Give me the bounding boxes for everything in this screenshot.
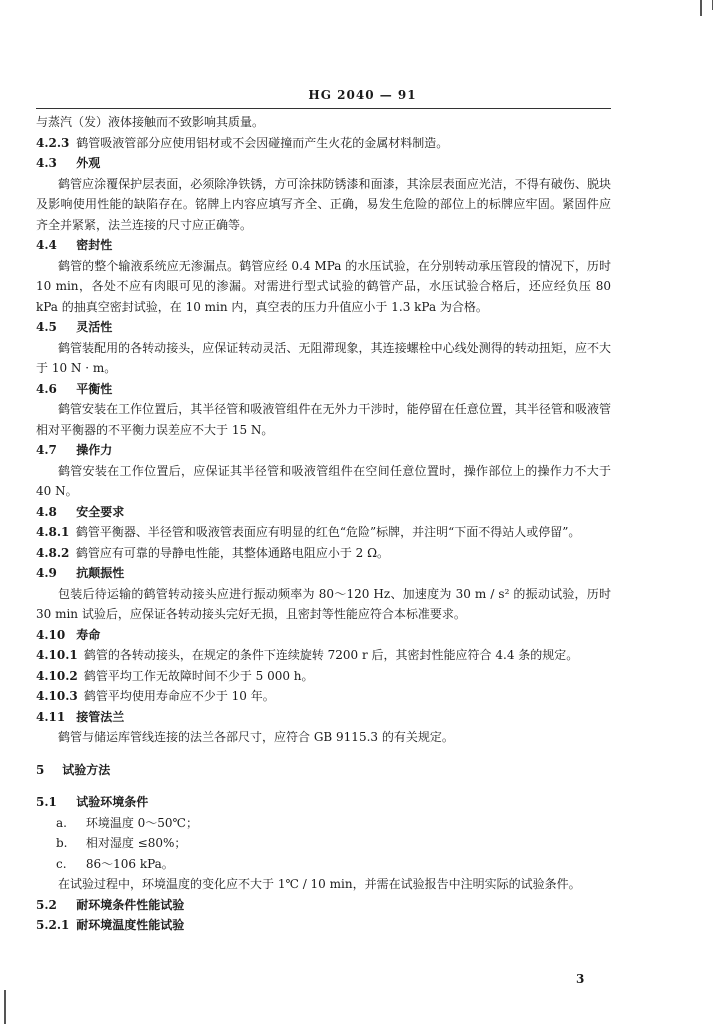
section-heading-4-5 xyxy=(36,317,611,338)
section-title: 耐环境条件性能试验 xyxy=(76,897,185,912)
standard-code-header: HG 2040 — 91 xyxy=(308,88,417,102)
section-heading-4-8 xyxy=(36,502,611,523)
list-text: 相对湿度 ≤80%； xyxy=(85,836,187,850)
list-text: 86～106 kPa。 xyxy=(85,856,174,871)
chapter-heading-5 xyxy=(36,760,611,781)
clause-4-8-2 xyxy=(36,543,611,564)
clause-text: 鹤管应有可靠的导静电性能，其整体通路电阻应小于 2 Ω。 xyxy=(75,545,390,560)
section-title: 耐环境温度性能试验 xyxy=(76,918,185,932)
list-item-b xyxy=(36,833,611,854)
scan-edge-mark xyxy=(712,0,713,10)
section-title: 外观 xyxy=(76,156,101,170)
clause-number: 4.2.3 xyxy=(36,135,70,150)
section-title: 抗颠振性 xyxy=(76,566,125,580)
section-title: 操作力 xyxy=(76,443,113,457)
page-number: 3 xyxy=(576,972,585,986)
text-line: 与蒸汽（发）液体接触而不致影响其质量。 xyxy=(36,115,265,129)
list-marker: c. xyxy=(56,856,67,871)
section-number: 4.7 xyxy=(36,443,57,457)
clause-number: 4.10.3 xyxy=(36,689,78,703)
clause-4-10-1 xyxy=(36,645,611,666)
section-heading-5-2 xyxy=(36,895,611,916)
chapter-title: 试验方法 xyxy=(62,762,111,777)
section-number: 4.11 xyxy=(36,709,66,724)
paragraph-4-11: 鹤管与储运库管线连接的法兰各部尺寸，应符合 GB 9115.3 的有关规定。 xyxy=(58,730,454,744)
clause-text: 鹤管吸液管部分应使用铝材或不会因碰撞而产生火花的金属材料制造。 xyxy=(76,135,449,150)
section-heading-4-9 xyxy=(36,563,611,584)
list-marker: a. xyxy=(56,815,67,830)
clause-text: 鹤管平均使用寿命应不少于 10 年。 xyxy=(83,689,275,703)
clause-text: 鹤管平均工作无故障时间不少于 5 000 h。 xyxy=(83,668,314,683)
section-number: 4.10 xyxy=(36,627,66,642)
section-title: 平衡性 xyxy=(76,381,113,396)
section-title: 安全要求 xyxy=(76,504,125,519)
scan-edge-mark xyxy=(700,0,702,16)
section-number: 4.6 xyxy=(36,381,57,396)
section-heading-4-10 xyxy=(36,625,611,646)
section-title: 寿命 xyxy=(76,627,101,642)
section-number: 4.8 xyxy=(36,504,57,519)
clause-number: 4.8.1 xyxy=(36,525,70,539)
section-heading-4-6 xyxy=(36,379,611,400)
section-heading-4-7 xyxy=(36,440,611,461)
paragraph-4-6: 鹤管安装在工作位置后，其半径管和吸液管组件在无外力干涉时，能停留在任意位置，其半径管和吸液管相对平衡器的不平衡力误差应不大于 15 N。 xyxy=(36,402,611,437)
section-title: 灵活性 xyxy=(76,320,113,334)
clause-4-10-2 xyxy=(36,666,611,687)
section-number: 4.3 xyxy=(36,156,57,170)
paragraph-5-1: 在试验过程中，环境温度的变化应不大于 1℃ / 10 min，并需在试验报告中注明实际的试验条件。 xyxy=(58,877,581,891)
clause-4-10-3 xyxy=(36,686,611,707)
list-text: 环境温度 0～50℃； xyxy=(85,815,198,830)
clause-4-8-1 xyxy=(36,522,611,543)
paragraph-4-4: 鹤管的整个输液系统应无渗漏点。鹤管应经 0.4 MPa 的水压试验，在分别转动承压管段的情况下，历时 10 min，各处不应有肉眼可见的渗漏。对需进行型式试验的鹤管产品，水压试验合格后，还应经负压 80 kPa 的抽真空密封试验，在 10 min 内，真空表的压力升值应小于 1.3 kPa 为合格。 xyxy=(36,258,611,314)
section-number: 4.9 xyxy=(36,566,57,580)
clause-number: 4.10.2 xyxy=(36,668,78,683)
section-heading-4-3 xyxy=(36,153,611,174)
section-title: 试验环境条件 xyxy=(76,795,149,809)
section-number: 5.2.1 xyxy=(36,918,70,932)
spacer xyxy=(36,780,611,792)
section-number: 4.5 xyxy=(36,320,57,334)
paragraph-4-3: 鹤管应涂覆保护层表面，必须除净铁锈，方可涂抹防锈漆和面漆，其涂层表面应光洁，不得有破伤、脱块及影响使用性能的缺陷存在。铭牌上内容应填写齐全、正确，易发生危险的部位上的标牌应牢固。紧固件应齐全并紧紧，法兰连接的尺寸应正确等。 xyxy=(36,176,611,232)
paragraph-4-7: 鹤管安装在工作位置后，应保证其半径管和吸液管组件在空间任意位置时，操作部位上的操作力不大于 40 N。 xyxy=(36,463,611,498)
paragraph-4-5: 鹤管装配用的各转动接头，应保证转动灵活、无阻滞现象，其连接螺栓中心线处测得的转动扭矩，应不大于 10 N · m。 xyxy=(36,340,611,375)
clause-4-2-3 xyxy=(36,133,611,154)
section-number: 5.2 xyxy=(36,897,57,912)
document-body xyxy=(36,112,611,936)
section-title: 密封性 xyxy=(76,238,113,252)
clause-text: 鹤管的各转动接头，在规定的条件下连续旋转 7200 r 后，其密封性能应符合 4.4 条的规定。 xyxy=(83,648,579,662)
section-heading-5-1 xyxy=(36,792,611,813)
list-item-a xyxy=(36,813,611,834)
section-number: 4.4 xyxy=(36,238,57,252)
list-marker: b. xyxy=(56,836,68,850)
clause-text: 鹤管平衡器、半径管和吸液管表面应有明显的红色“危险”标牌，并注明“下面不得站人或停留”。 xyxy=(75,525,581,539)
spacer xyxy=(36,748,611,760)
clause-number: 4.8.2 xyxy=(36,545,70,560)
header-rule xyxy=(36,108,611,109)
scan-edge-mark xyxy=(4,990,6,1024)
section-heading-4-4 xyxy=(36,235,611,256)
chapter-number: 5 xyxy=(36,762,45,777)
paragraph-4-9: 包装后待运输的鹤管转动接头应进行振动频率为 80～120 Hz、加速度为 30 m / s² 的振动试验，历时 30 min 试验后，应保证各转动接头完好无损，且密封等性能应符合本标准要求。 xyxy=(36,586,611,621)
section-title: 接管法兰 xyxy=(76,709,125,724)
list-item-c xyxy=(36,854,611,875)
section-heading-4-11 xyxy=(36,707,611,728)
section-heading-5-2-1 xyxy=(36,915,611,936)
clause-number: 4.10.1 xyxy=(36,648,78,662)
section-number: 5.1 xyxy=(36,795,57,809)
